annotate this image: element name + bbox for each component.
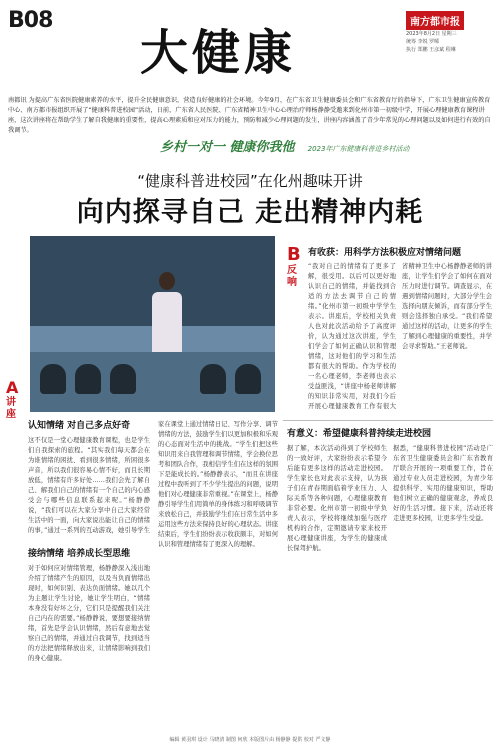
- classroom-photo: [30, 236, 275, 412]
- reflection-section2-right: 据悉，“健康科普进校园”活动是广东省卫生健康委员会和广东省教育厅联合开展的一项重要工作，旨在通过专业人员走进校园，为青少年提供科学、实用的健康知识，帮助他们树立正确的健康观念，养成良好的生活习惯。接下来，活动还将走进更多校园，让更多学生受益。: [393, 445, 493, 522]
- lecture-section1-title: 认知情绪 对自己多点好奇: [28, 421, 131, 431]
- lecture-section2-text: 对于如何应对情绪管理，杨静静深入浅出地介绍了情绪产生的原因，以及当负面情绪出现时，如何识别、表达负面情绪。她以几个为主题让学生讨论，她让学生明白，“情绪本身没有好坏之分，它们只是提醒我们关注自己内在的需要。”杨静静说，要想要接纳情绪，首先是学会认识情绪，然后有意地去觉察自己的情绪，并通过自我调节，找到适当的方法把情绪释放出来，让情绪影响到我们的身心健康。: [28, 565, 150, 662]
- page-number: B08: [8, 8, 53, 33]
- headline: 向内探寻自己 走出精神内耗: [76, 197, 424, 228]
- intro-paragraph: 南都讯 为提高广东省医院健康素养的水平，提升全民健康意识，营造良好健康的社会环境。今年9月，在广东省卫生健康委员会和广东省教育厅的指导下，广东卫生健康宣传教育中心、南方都市报组织开展了“健康科普进校园”活动，日前，广东省人民医院、广东省精神卫生中心心理治疗师杨静静受邀来到化州市第一初级中学，开展心理健康教育课程讲座，这次讲座将在帮助学生了解自我健康的重要性，提高心理素质和应对压力的能力，预防和减少心理问题的发生，讲座内容涵盖了青少年常见的心理问题以及如何进行有效的自我调节。: [8, 97, 491, 134]
- reflection-tag: [287, 244, 305, 289]
- slogan-sub: 2023年广东健康科普进乡村活动: [307, 145, 410, 153]
- page-footer: 编辑 黄羽琪 设计 马晓清 制图 何欣 本版图片由 杨静静 提供 校对 严文静: [169, 737, 331, 743]
- reflection-section1-text: “我对自己的情绪有了更多了解，很受用。以后可以更好地认识自己的情绪，并能找到合适的方法去调节自己的情绪。”化州市第一初级中学学生表示。讲座后，学校相关负责人也对此次活动给予了高度评价，认为通过这次讲座，学生们学会了如何正确认识和管理情绪，这对他们的学习和生活都有很大的帮助。作为学校的一名心理老师，李老师也表示受益匪浅，“讲座中杨老师讲解的知识非常实用，对我们今后开展心理健康教育工作有很大: [308, 263, 396, 410]
- reflection-section2-text: 据了解，本次活动得到了学校师生的一致好评，大家纷纷表示希望今后能有更多这样的活动走进校园。学生家长也对此表示支持，认为孩子们在青春期面临着学业压力、人际关系等各种问题，心理健康教育非常必要。化州市第一初级中学负责人表示，学校将继续加强与医疗机构的合作，定期邀请专家来校开展心理健康讲座，为学生的健康成长保驾护航。: [287, 445, 387, 552]
- photo-student: [235, 364, 261, 394]
- lecture-middle-text: 家在课堂上通过情绪日记、写作分享、调节情绪的方法，鼓励学生们以更加积极和乐观的心态面对生活中的挑战。“学生们把这些知识用来自我管理和调节情绪，学会换位思考和团队合作，我相信学生们在这样的氛围下是能成长的。”杨静静表示，“而且在讲座过程中我听到了不少学生提出的问题，说明他们对心理健康非常重视。”在课堂上，杨静静引导学生们用简单的身体练习和呼吸调节来放松自己，并鼓励学生们在日常生活中多运用这些方法来保持良好的心理状态。讲座结束后，学生们纷纷表示收获颇丰，对如何认识和管理情绪有了更深入的理解。: [158, 421, 278, 548]
- campaign-slogan: [160, 136, 490, 156]
- meta-executors: 执行 郑鹏 王彦斌 程琳: [406, 47, 456, 53]
- lecture-tag-letter: A: [6, 378, 19, 397]
- meta-editors: 统筹 李锐 罗晞: [406, 39, 440, 45]
- photo-student: [75, 364, 101, 394]
- meta-date: 2023年8月2日 星期三: [406, 31, 457, 37]
- reflection-section2-title: 有意义：希望健康科普持续走进校园: [287, 429, 432, 439]
- reflection-tag-letter: B: [287, 244, 301, 265]
- photo-student: [40, 364, 66, 394]
- reflection-section1-right: 省精神卫生中心杨静静老师的讲座，让学生们学会了如何在面对压力时进行调节。调查显示，在遇到情绪问题时，大部分学生会选择向朋友倾诉，而有部分学生则会选择独自承受。“我们希望通过这样的活动，让更多的学生了解到心理健康的重要性，并学会寻求帮助。”王老师说。: [402, 263, 492, 350]
- lecture-tag: [6, 378, 22, 421]
- brand-logo: 南方都市报: [406, 11, 464, 30]
- lecture-section2-title: 接纳情绪 培养成长型思维: [28, 549, 131, 559]
- lecture-tag-word: 讲座: [6, 397, 16, 420]
- reflection-section1-title: 有收获：用科学方法积极应对情绪问题: [308, 248, 462, 258]
- brand-box: [406, 10, 492, 54]
- section-title: 大健康: [140, 25, 297, 81]
- lecture-section1-text: 这不仅是一堂心理健康教育课程，也是学生们自我探索的旅程。“其实我们每天都会在为谁情绪的困扰、看到很多情绪，所困很多声音，所以我们很容易心情不好，而且长期放低，情绪有许多好处……我们会先了解自己、解我们自己的情绪有一个自己的内心感受会与哪些信息联系起来呢。”杨静静说，“我们可以在大家分享中自己大家经常生活中的一面，向大家说出能让自己的情绪的事，”通过一系列的互动游戏，她引导学生: [28, 437, 150, 534]
- photo-student: [200, 364, 226, 394]
- section-divider: [283, 420, 493, 421]
- photo-student: [110, 364, 136, 394]
- headline-kicker: “健康科普进校园”在化州趣味开讲: [137, 172, 363, 190]
- slogan-main: 乡村一对一 健康你我他: [160, 140, 295, 155]
- reflection-tag-word: 反响: [287, 265, 297, 288]
- masthead: [0, 0, 500, 95]
